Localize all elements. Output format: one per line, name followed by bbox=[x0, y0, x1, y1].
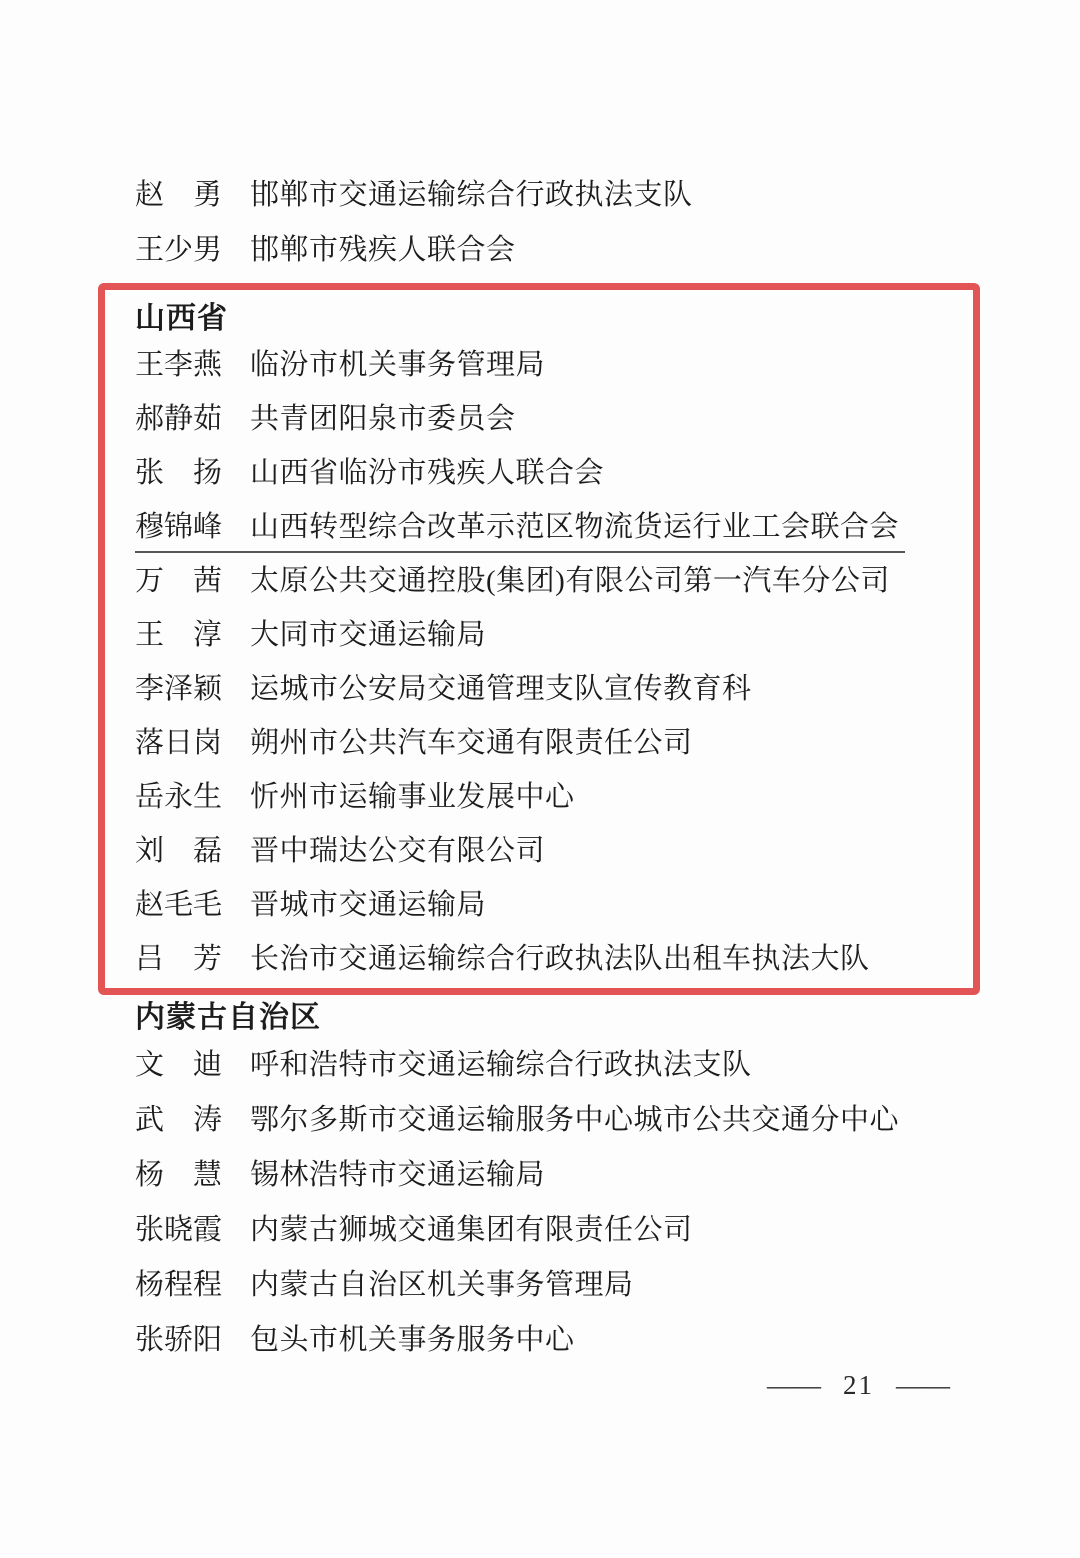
person-name: 赵 勇 bbox=[135, 179, 223, 211]
underline-divider bbox=[135, 551, 905, 553]
person-name: 岳永生 bbox=[135, 780, 223, 813]
organization-name: 太原公共交通控股(集团)有限公司第一汽车分公司 bbox=[250, 564, 890, 597]
person-name: 张骄阳 bbox=[135, 1324, 223, 1356]
organization-name: 鄂尔多斯市交通运输服务中心城市公共交通分中心 bbox=[250, 1104, 900, 1136]
list-item bbox=[135, 500, 973, 554]
list-item bbox=[135, 554, 973, 608]
organization-name: 长治市交通运输综合行政执法队出租车执法大队 bbox=[250, 942, 870, 975]
person-name: 万 茜 bbox=[135, 564, 223, 597]
list-item bbox=[135, 223, 1020, 278]
list-item bbox=[135, 338, 973, 392]
page-number-dash-right: —— bbox=[896, 1370, 950, 1400]
list-item bbox=[135, 1038, 1020, 1093]
red-highlight-box bbox=[98, 283, 980, 995]
organization-name: 运城市公安局交通管理支队宣传教育科 bbox=[250, 672, 752, 705]
page-number-value: 21 bbox=[843, 1370, 874, 1400]
list-item bbox=[135, 446, 973, 500]
organization-name: 山西省临汾市残疾人联合会 bbox=[250, 456, 605, 489]
organization-name: 朔州市公共汽车交通有限责任公司 bbox=[250, 726, 693, 759]
list-item bbox=[135, 608, 973, 662]
person-name: 王 淳 bbox=[135, 618, 223, 651]
organization-name: 晋中瑞达公交有限公司 bbox=[250, 834, 546, 867]
list-item bbox=[135, 1258, 1020, 1313]
page-number bbox=[767, 1370, 950, 1401]
section-title-neimenggu: 内蒙古自治区 bbox=[135, 1001, 321, 1034]
person-name: 张 扬 bbox=[135, 456, 223, 489]
organization-name: 共青团阳泉市委员会 bbox=[250, 402, 516, 435]
list-item bbox=[135, 932, 973, 986]
organization-name: 临汾市机关事务管理局 bbox=[250, 348, 546, 381]
section-title-shanxi: 山西省 bbox=[135, 302, 228, 335]
organization-name: 呼和浩特市交通运输综合行政执法支队 bbox=[250, 1049, 752, 1081]
list-item bbox=[135, 1093, 1020, 1148]
list-item bbox=[135, 662, 973, 716]
list-item bbox=[135, 1313, 1020, 1368]
organization-name: 山西转型综合改革示范区物流货运行业工会联合会 bbox=[250, 510, 900, 543]
person-name: 郝静茹 bbox=[135, 402, 223, 435]
organization-name: 内蒙古自治区机关事务管理局 bbox=[250, 1269, 634, 1301]
person-name: 王少男 bbox=[135, 234, 223, 266]
list-item bbox=[135, 1203, 1020, 1258]
person-name: 吕 芳 bbox=[135, 942, 223, 975]
person-name: 刘 磊 bbox=[135, 834, 223, 867]
list-item bbox=[135, 1148, 1020, 1203]
list-item bbox=[135, 824, 973, 878]
organization-name: 包头市机关事务服务中心 bbox=[250, 1324, 575, 1356]
organization-name: 内蒙古狮城交通集团有限责任公司 bbox=[250, 1214, 693, 1246]
page-number-dash-left: —— bbox=[767, 1370, 821, 1400]
person-name: 杨 慧 bbox=[135, 1159, 223, 1191]
person-name: 武 涛 bbox=[135, 1104, 223, 1136]
person-name: 文 迪 bbox=[135, 1049, 223, 1081]
organization-name: 邯郸市残疾人联合会 bbox=[250, 234, 516, 266]
organization-name: 晋城市交通运输局 bbox=[250, 888, 487, 921]
person-name: 张晓霞 bbox=[135, 1214, 223, 1246]
organization-name: 邯郸市交通运输综合行政执法支队 bbox=[250, 179, 693, 211]
person-name: 王李燕 bbox=[135, 348, 223, 381]
list-item bbox=[135, 878, 973, 932]
person-name: 落日岗 bbox=[135, 726, 223, 759]
person-name: 穆锦峰 bbox=[135, 510, 223, 543]
organization-name: 锡林浩特市交通运输局 bbox=[250, 1159, 546, 1191]
pre-section-list bbox=[135, 168, 1020, 278]
organization-name: 大同市交通运输局 bbox=[250, 618, 487, 651]
person-name: 杨程程 bbox=[135, 1269, 223, 1301]
list-item bbox=[135, 392, 973, 446]
list-item bbox=[135, 770, 973, 824]
list-item bbox=[135, 168, 1020, 223]
section-neimenggu bbox=[135, 990, 1020, 1368]
organization-name: 忻州市运输事业发展中心 bbox=[250, 780, 575, 813]
person-name: 赵毛毛 bbox=[135, 888, 223, 921]
person-name: 李泽颖 bbox=[135, 672, 223, 705]
list-item bbox=[135, 716, 973, 770]
